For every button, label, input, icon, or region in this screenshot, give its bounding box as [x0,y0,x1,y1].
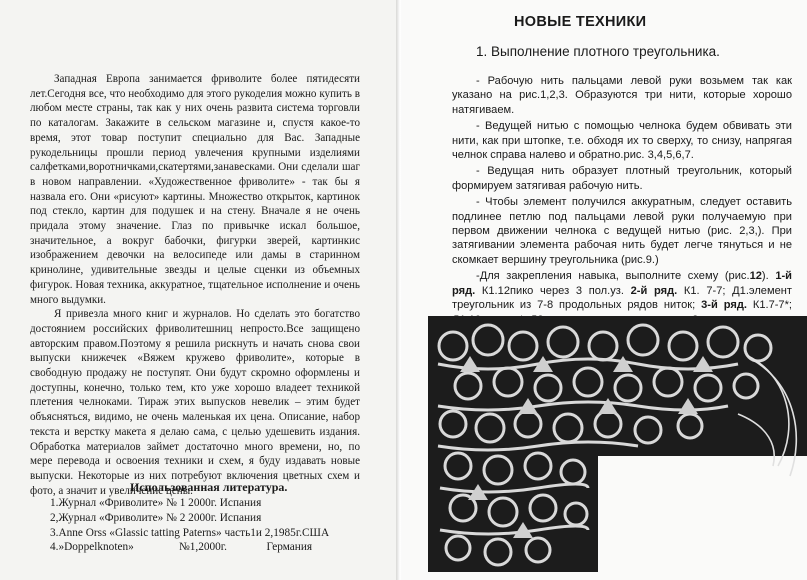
right-page [402,0,807,580]
lace-sample-photo [428,316,807,572]
reference-item: 3.Anne Orss «Glassic tatting Paterns» часть1и 2,1985г.США [50,526,330,539]
section-title: 1. Выполнение плотного треугольника. [476,44,720,59]
reference-item: 2,Журнал «Фриволите» № 2 2000г. Испания [50,511,262,524]
references-title: Использованная литература. [130,480,288,494]
instruction-2: - Ведущей нитью с помощью челнока будем обвивать эти нити, как при штопке, т.е. обходя их то сверху, то снизу, напрягая челнок справа налево и обратно.рис. 3,4,5,6,7. [452,120,792,162]
instruction-3: - Ведущая нить образует плотный треугольник, который формируем затягивая рабочую нить. [452,165,792,192]
right-body-text [452,74,792,329]
left-paragraph-2: Я привезла много книг и журналов. Но сделать это богатство достоянием российских фриволитешниц непросто.Все защищено авторским правом.Поэтому я решила рискнуть и начать снова свои выпуски книжечек «Вяжем кружево фриволите», которые в свободную продажу не поступят. Они будут скромно оформлены и доступны, конечно, только тем, кто уже хорошо владеет техникой плетения челноками. Тираж этих выпусков невелик – этим будет объясняться, видимо, не очень маленькая их цена. Описание, набор текста и верстку макета я делаю сама, с целью удешевить издания. Обработка материалов займет достаточно много времени, но, по мере перевода и освоения техники и схем, я буду издавать новые выпуски. Некоторые из них потребуют включения цветных схем и фото, а значит и увеличение цены. [30,308,360,497]
instruction-1: - Рабочую нить пальцами левой руки возьмем так как указано на рис.1,2,3. Образуются три нити, которые хорошо натягиваем. [452,75,792,116]
left-body-text [30,72,360,498]
page-title: НОВЫЕ ТЕХНИКИ [514,14,647,30]
left-paragraph-1: Западная Европа занимается фриволите более пятидесяти лет.Сегодня все, что необходимо для этого рукоделия можно купить в любом месте страны, так как у них очень развита система торговли по каталогам. Закажите в сельском магазине и, спустя какое-то время, этот товар поступит специально для Вас. Западные рукодельницы прошли период увлечения крупными изделиями салфетками,воротничками,скатертями,занавесками. Они сделали шаг в новом направлении. «Художественное фриволите» - так бы я назвала его. Они «рисуют» картины. Множество открыток, картинок под стекло, картин для подушек и на стену. Вначале я не очень придала этому значение. Глаз по привычке искал большое, значительное, а вокруг бабочки, фигурки зверей, картинкис изображением девочки на велосипеде или дамы в старинном кринолине, удивительные звезды и целые сценки из объемных фигурок. Новая техника, аккуратное, тщательное исполнение и очень много выдумки. [30,73,360,306]
left-page [0,0,398,580]
instruction-5: -Для закрепления навыка, выполните схему (рис.12). 1-й ряд. К1.12пико через 3 пол.уз. 2-й ряд. К1. 7-7; Д1.элемент треугольник из 7-8 продольных рядов ниток; 3-й ряд. К1.7-7*; [452,270,793,312]
reference-item: 1.Журнал «Фриволите» № 1 2000г. Испания [50,497,262,509]
references-list [50,496,350,555]
instruction-4: - Чтобы элемент получился аккуратным, следует оставить подлинее петлю под пальцами левой руки получаемую при первом движении челнока с ведущей нитью (рис. 2,3,). При затягивании элемента рабочая нить будет легче тянуться и не скомкает вершину треугольника (рис.9.) [452,196,792,266]
reference-item: 4.»Doppelknoten» №1,2000г. Германия [50,541,313,554]
